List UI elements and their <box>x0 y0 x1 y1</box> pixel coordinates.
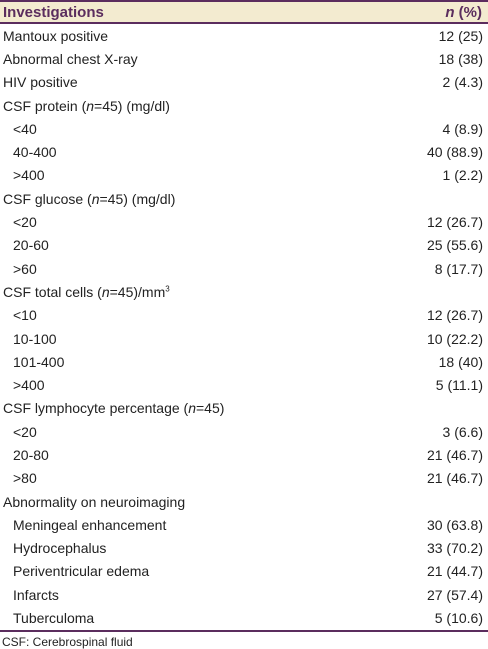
table-row <box>0 490 488 513</box>
row-label-post: =45)/mm <box>109 283 166 300</box>
table-header <box>0 0 488 24</box>
row-label-n: n <box>86 97 95 114</box>
row-value: 18 (38) <box>438 50 483 67</box>
row-label-n: n <box>188 400 196 417</box>
table-row <box>0 373 488 396</box>
row-value: 8 (17.7) <box>434 260 483 277</box>
row-label: 10-100 <box>13 330 57 347</box>
header-percent: (%) <box>454 3 482 21</box>
row-label: 20-60 <box>13 237 49 254</box>
table-body <box>0 24 488 632</box>
table-row <box>0 24 488 47</box>
row-label-sup: 3 <box>165 284 170 294</box>
row-value: 10 (22.2) <box>426 330 483 347</box>
table-row <box>0 513 488 536</box>
table-row <box>0 420 488 443</box>
row-label: <20 <box>13 214 37 231</box>
table-row <box>0 397 488 420</box>
table-row <box>0 140 488 163</box>
row-label-n: n <box>101 283 110 300</box>
row-value: 5 (10.6) <box>434 610 483 627</box>
row-label-pre: CSF protein ( <box>3 97 87 114</box>
row-label: Mantoux positive <box>3 27 109 44</box>
table-row <box>0 187 488 210</box>
row-value: 40 (88.9) <box>426 144 483 161</box>
row-label-pre: CSF total cells ( <box>3 283 102 300</box>
row-label <box>0 284 483 300</box>
row-label: 101-400 <box>13 353 65 370</box>
row-value: 21 (46.7) <box>426 470 483 487</box>
row-label <box>0 400 483 416</box>
row-label-n: n <box>91 190 100 207</box>
table-row <box>0 257 488 280</box>
row-label: <40 <box>13 120 37 137</box>
row-label: Abnormal chest X-ray <box>3 50 138 67</box>
row-label <box>0 98 483 114</box>
row-value: 25 (55.6) <box>426 237 483 254</box>
table-row <box>0 280 488 303</box>
row-value: 21 (44.7) <box>426 563 483 580</box>
row-label: >400 <box>13 167 45 184</box>
row-label: Hydrocephalus <box>13 540 107 557</box>
row-label: >60 <box>13 260 37 277</box>
row-value: 33 (70.2) <box>426 540 483 557</box>
table-row <box>0 164 488 187</box>
row-label-pre: CSF glucose ( <box>3 190 92 207</box>
row-value: 12 (25) <box>438 27 483 44</box>
row-value: 12 (26.7) <box>426 214 483 231</box>
table-row <box>0 327 488 350</box>
row-label: >80 <box>13 470 37 487</box>
table-row <box>0 117 488 140</box>
table-row <box>0 304 488 327</box>
row-label: Abnormality on neuroimaging <box>3 493 186 510</box>
table-row <box>0 537 488 560</box>
row-label-post: =45) <box>196 400 225 417</box>
row-label: >400 <box>13 377 45 394</box>
row-label: 40-400 <box>13 144 57 161</box>
row-label: Infarcts <box>13 586 59 603</box>
table-row <box>0 71 488 94</box>
table-row <box>0 606 488 629</box>
table-row <box>0 560 488 583</box>
table-row <box>0 47 488 70</box>
row-label: Meningeal enhancement <box>13 516 167 533</box>
row-value: 5 (11.1) <box>435 377 483 394</box>
row-value: 30 (63.8) <box>426 516 483 533</box>
table-row <box>0 94 488 117</box>
row-value: 12 (26.7) <box>426 307 483 324</box>
table-row <box>0 234 488 257</box>
row-value: 1 (2.2) <box>442 167 483 184</box>
row-label: <20 <box>13 423 37 440</box>
row-label: Periventricular edema <box>13 563 150 580</box>
row-label-post: =45) (mg/dl) <box>99 190 176 207</box>
table-row <box>0 467 488 490</box>
row-label-post: =45) (mg/dl) <box>94 97 170 114</box>
row-value: 3 (6.6) <box>442 423 483 440</box>
footnote: CSF: Cerebrospinal fluid <box>2 634 133 649</box>
table-row <box>0 443 488 466</box>
row-label <box>0 191 483 207</box>
header-investigations: Investigations <box>3 3 104 21</box>
row-value: 21 (46.7) <box>426 446 483 463</box>
header-n: n <box>445 3 455 21</box>
table-row <box>0 350 488 373</box>
row-label: 20-80 <box>13 446 49 463</box>
row-value: 2 (4.3) <box>442 74 483 91</box>
row-value: 18 (40) <box>438 353 483 370</box>
row-value: 4 (8.9) <box>442 120 483 137</box>
table-row <box>0 583 488 606</box>
row-label-pre: CSF lymphocyte percentage ( <box>3 400 189 417</box>
row-label: HIV positive <box>3 74 78 91</box>
table-row <box>0 210 488 233</box>
header-n-percent <box>445 4 488 21</box>
row-value: 27 (57.4) <box>426 586 483 603</box>
row-label: <10 <box>13 307 37 324</box>
row-label: Tuberculoma <box>13 610 95 627</box>
